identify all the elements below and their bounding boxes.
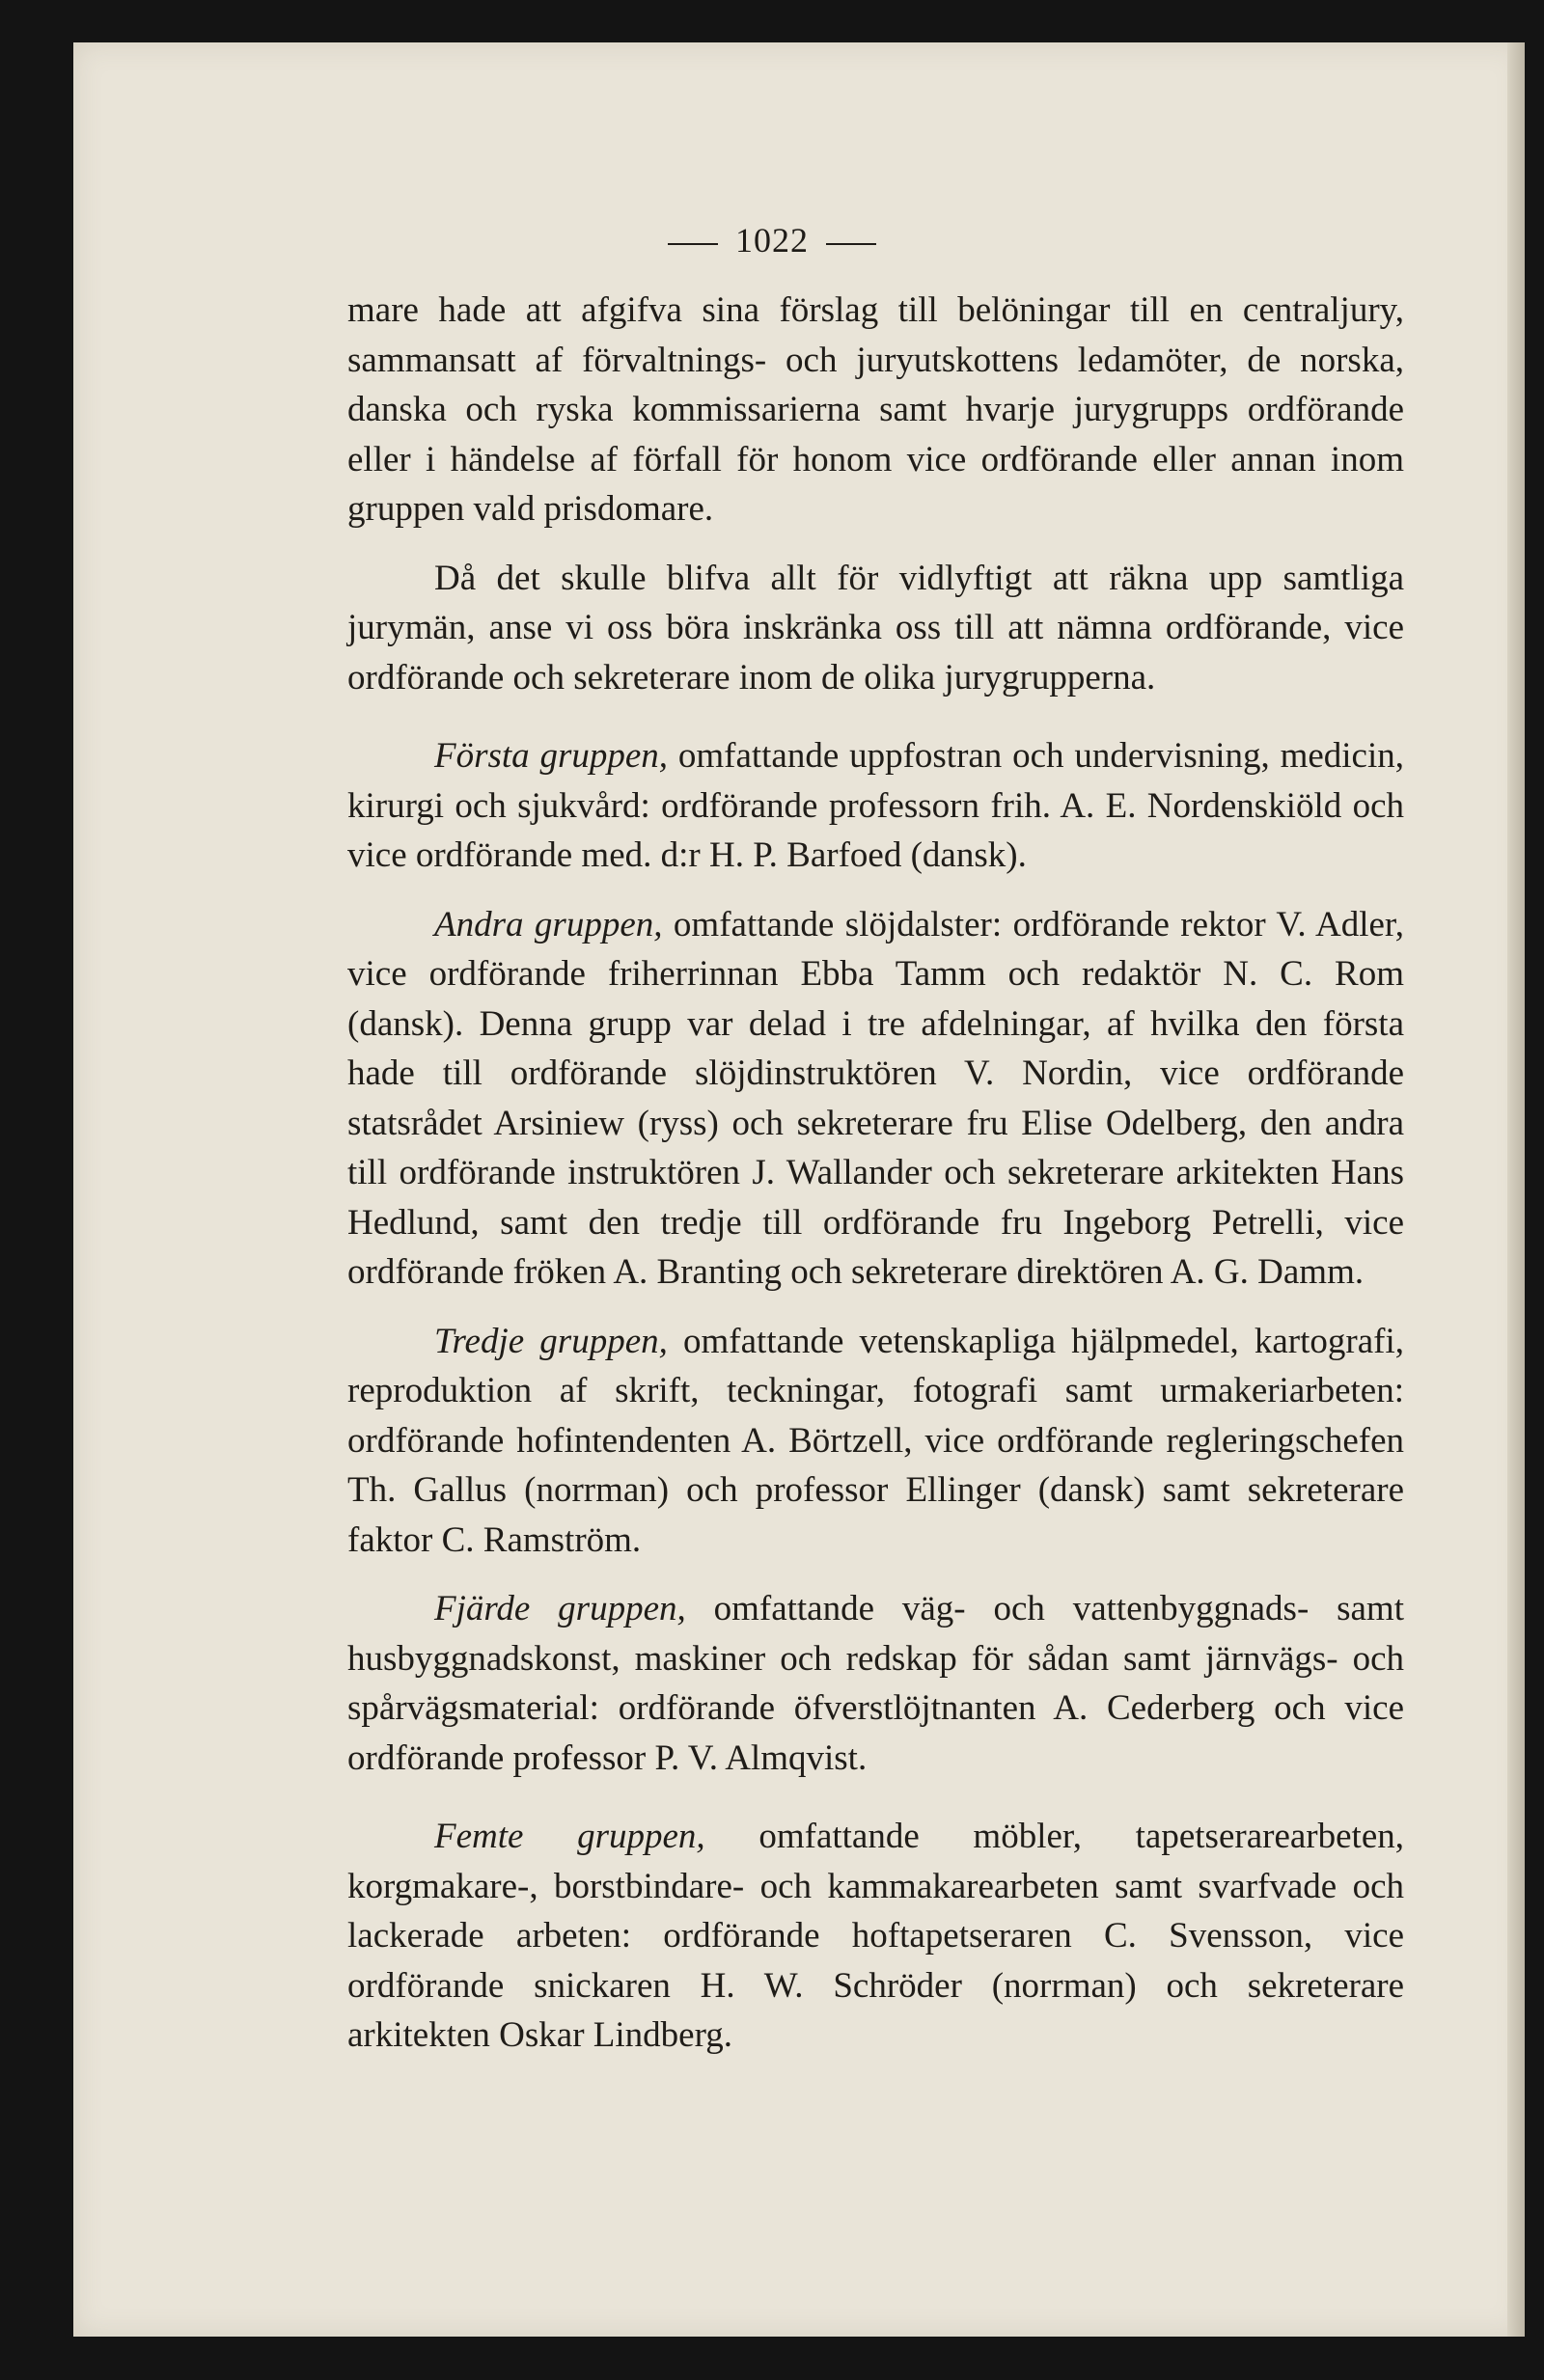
page-body (347, 286, 1404, 2061)
paragraph-andra-gruppen (347, 900, 1404, 1298)
header-dash-left (668, 243, 718, 245)
paragraph-text: omfattande vetenskapliga hjälpmedel, kartografi, reproduktion af skrift, teckningar, fotografi samt urmakeriarbeten: ordförande hofintendenten A. Börtzell, vice ordförande regleringschefen Th. Gallus (norrman) och professor Ellinger (dansk) samt sekreterare faktor C. Ramström. (347, 1321, 1404, 1560)
page-edge (1507, 42, 1525, 2337)
paragraph-forsta-gruppen (347, 731, 1404, 881)
paragraph-lead: Andra gruppen, (434, 904, 663, 944)
page-header (0, 220, 1544, 260)
paragraph-text: mare hade att afgifva sina förslag till belöningar till en centraljury, sammansatt af förvaltnings- och juryutskottens ledamöter, de norska, danska och ryska kommissarierna samt hvarje jurygrupps ordförande eller i händelse af förfall för honom vice ordförande eller annan inom gruppen vald prisdomare. (347, 290, 1404, 529)
paragraph-lead: Fjärde gruppen, (434, 1589, 686, 1628)
paragraph-lead: Första gruppen, (434, 736, 669, 776)
paragraph-text: Då det skulle blifva allt för vidlyftigt att räkna upp samtliga jurymän, anse vi oss böra inskränka oss till att nämna ordförande, vice ordförande och sekreterare inom de olika jurygrupperna. (347, 558, 1404, 698)
paragraph-text: omfattande slöjdalster: ordförande rektor V. Adler, vice ordförande friherrinnan Ebba Tamm och redaktör N. C. Rom (dansk). Denna grupp var delad i tre afdelningar, af hvilka den första hade till ordförande slöjdinstruktören V. Nordin, vice ordförande statsrådet Arsiniew (ryss) och sekreterare fru Elise Odelberg, den andra till ordförande instruktören J. Wallander och sekreterare arkitekten Hans Hedlund, samt den tredje till ordförande fru Ingeborg Petrelli, vice ordförande fröken A. Branting och sekreterare direktören A. G. Damm. (347, 904, 1404, 1292)
paragraph-fjarde-gruppen (347, 1584, 1404, 1783)
header-dash-right (826, 243, 876, 245)
paragraph-femte-gruppen (347, 1812, 1404, 2061)
paragraph-lead: Tredje gruppen, (434, 1321, 668, 1361)
paragraph-text: omfattande möbler, tapetserarearbeten, korgmakare-, borstbindare- och kammakarearbeten samt svarfvade och lackerade arbeten: ordförande hoftapetseraren C. Svensson, vice ordförande snickaren H. W. Schröder (norrman) och sekreterare arkitekten Oskar Lindberg. (347, 1817, 1404, 2055)
paragraph-tredje-gruppen (347, 1317, 1404, 1566)
paragraph-lead: Femte gruppen, (434, 1817, 705, 1856)
paragraph-text: omfattande väg- och vattenbyggnads- samt husbyggnadskonst, maskiner och redskap för sådan samt järnvägs- och spårvägsmaterial: ordförande öfverstlöjtnanten A. Cederberg och vice ordförande professor P. V. Almqvist. (347, 1589, 1404, 1778)
paragraph-1 (347, 286, 1404, 534)
page-number: 1022 (735, 221, 809, 260)
paragraph-text: omfattande uppfostran och undervisning, medicin, kirurgi och sjukvård: ordförande professorn frih. A. E. Nordenskiöld och vice ordförande med. d:r H. P. Barfoed (dansk). (347, 736, 1404, 875)
paragraph-2 (347, 554, 1404, 703)
